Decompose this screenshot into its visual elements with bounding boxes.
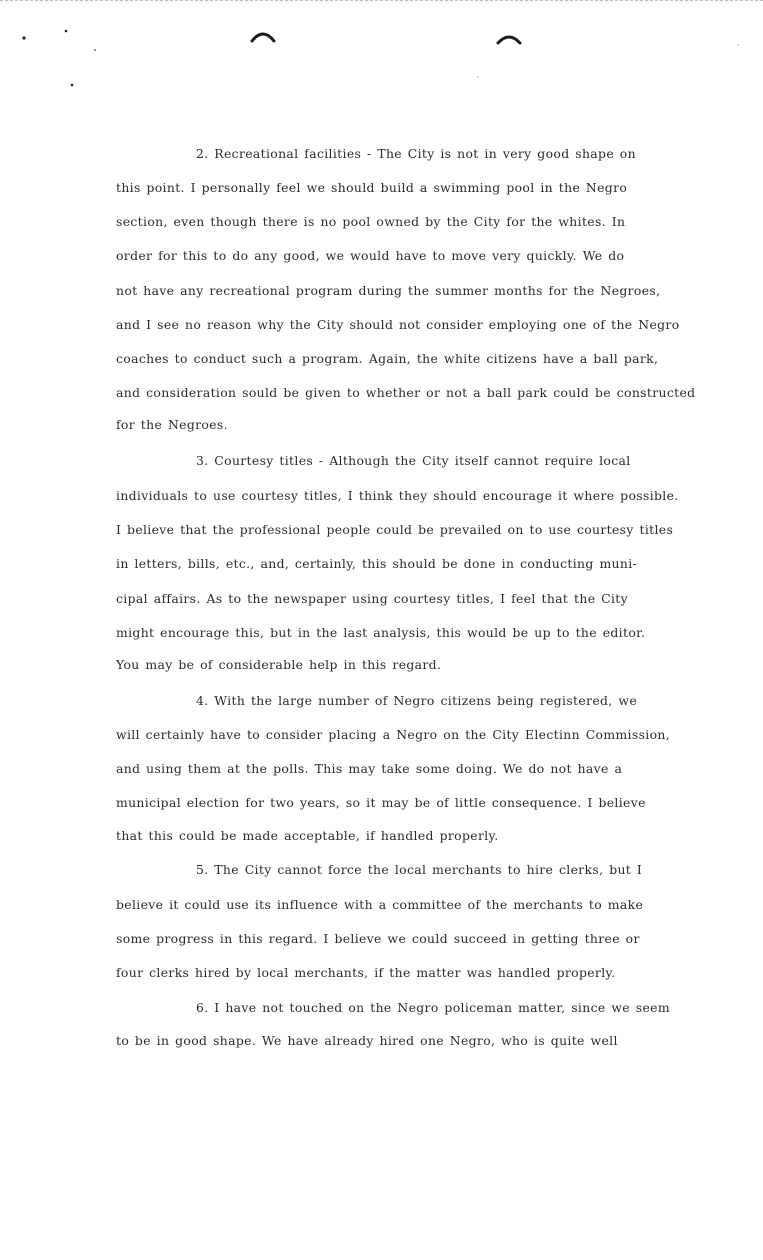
paragraph-2-line-3: section, even though there is no pool owned by the City for the whites. In	[116, 214, 626, 229]
paragraph-2-line-4: order for this to do any good, we would have to move very quickly. We do	[116, 248, 625, 263]
paragraph-6-line-2: to be in good shape. We have already hired one Negro, who is quite well	[116, 1033, 618, 1048]
speck-4	[71, 84, 74, 87]
paragraph-2-line-8: and consideration sould be given to whether or not a ball park could be constructed	[116, 385, 696, 400]
paragraph-2-line-1: 2. Recreational facilities - The City is not in very good shape on	[196, 146, 636, 161]
paragraph-3-line-3: I believe that the professional people could be prevailed on to use courtesy titles	[116, 522, 674, 537]
paragraph-2-line-9: for the Negroes.	[116, 417, 228, 432]
paragraph-5-line-1: 5. The City cannot force the local merchants to hire clerks, but I	[196, 862, 643, 877]
paragraph-3-line-7: You may be of considerable help in this regard.	[116, 657, 442, 672]
paragraph-4-line-4: municipal election for two years, so it may be of little consequence. I believe	[116, 795, 646, 810]
binder-hole-mark-right	[498, 37, 520, 43]
paragraph-3-line-6: might encourage this, but in the last analysis, this would be up to the editor.	[116, 625, 646, 640]
paragraph-5-line-3: some progress in this regard. I believe we could succeed in getting three or	[116, 931, 640, 946]
paragraph-4-line-2: will certainly have to consider placing a Negro on the City Electinn Commission,	[116, 727, 671, 742]
paragraph-6-line-1: 6. I have not touched on the Negro policeman matter, since we seem	[196, 1000, 670, 1015]
page-top-border	[0, 0, 763, 1]
binder-hole-mark-left	[252, 34, 274, 41]
paragraph-3-line-2: individuals to use courtesy titles, I think they should encourage it where possible.	[116, 488, 679, 503]
paragraph-2-line-6: and I see no reason why the City should not consider employing one of the Negro	[116, 317, 680, 332]
paragraph-3-line-4: in letters, bills, etc., and, certainly, this should be done in conducting muni-	[116, 556, 638, 571]
paragraph-3-line-1: 3. Courtesy titles - Although the City itself cannot require local	[196, 453, 631, 468]
paragraph-3-line-5: cipal affairs. As to the newspaper using courtesy titles, I feel that the City	[116, 591, 628, 606]
paragraph-2-line-7: coaches to conduct such a program. Again, the white citizens have a ball park,	[116, 351, 659, 366]
speck-6	[737, 44, 738, 45]
paragraph-4-line-1: 4. With the large number of Negro citizens being registered, we	[196, 693, 638, 708]
paragraph-4-line-3: and using them at the polls. This may take some doing. We do not have a	[116, 761, 623, 776]
paragraph-5-line-4: four clerks hired by local merchants, if the matter was handled properly.	[116, 965, 616, 980]
speck-1	[22, 36, 25, 39]
paragraph-5-line-2: believe it could use its influence with a committee of the merchants to make	[116, 897, 644, 912]
paragraph-2-line-5: not have any recreational program during the summer months for the Negroes,	[116, 283, 661, 298]
paragraph-2-line-2: this point. I personally feel we should build a swimming pool in the Negro	[116, 180, 628, 195]
speck-5	[477, 76, 478, 77]
speck-2	[65, 30, 68, 33]
paragraph-4-line-5: that this could be made acceptable, if handled properly.	[116, 828, 499, 843]
speck-3	[94, 49, 96, 51]
